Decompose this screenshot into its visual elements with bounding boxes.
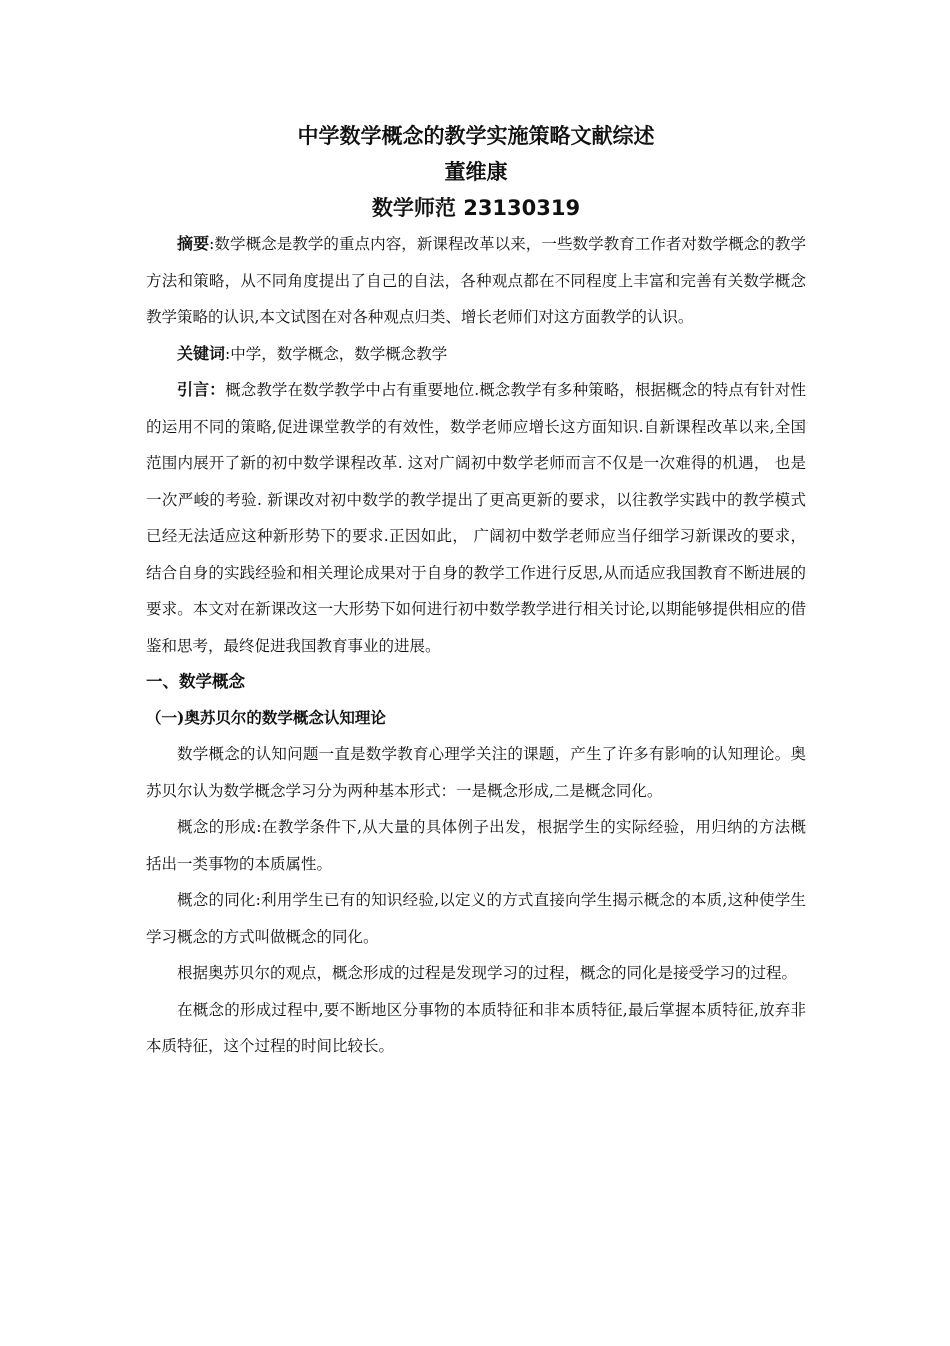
body-paragraph: 概念的同化:利用学生已有的知识经验,以定义的方式直接向学生揭示概念的本质,这种使学生学习概念的方式叫做概念的同化。 — [146, 891, 806, 946]
keywords-paragraph — [146, 336, 806, 373]
body-paragraph: 根据奥苏贝尔的观点，概念形成的过程是发现学习的过程，概念的同化是接受学习的过程。 — [177, 964, 798, 982]
author-affiliation: 数学师范 23130319 — [371, 196, 581, 220]
body-paragraph: 在概念的形成过程中,要不断地区分事物的本质特征和非本质特征,最后掌握本质特征,放弃非本质特征，这个过程的时间比较长。 — [146, 1000, 806, 1055]
keywords-text: :中学，数学概念，数学概念教学 — [225, 344, 448, 363]
abstract-label: 摘要 — [177, 234, 210, 253]
author-name: 董维康 — [444, 160, 508, 184]
intro-label: 引言： — [177, 380, 226, 399]
intro-text: 概念教学在数学教学中占有重要地位.概念教学有多种策略，根据概念的特点有针对性的运用不同的策略,促进课堂教学的有效性，数学老师应增长这方面知识.自新课程改革以来,全国范围内展开了新的初中数学课程改革. 这对广阔初中数学老师而言不仅是一次难得的机遇， 也是一次严峻的考验. 新课改对初中数学的教学提出了更高更新的要求，以往教学实践中的教学模式已经无法适应这种新形势下的要求.正因如此， 广阔初中数学老师应当仔细学习新课改的要求， 结合自身的实践经验和相关理论成果对于自身的教学工作进行反思,从而适应我国教育不断进展的要求。本文对在新课改这一大形势下如何进行初中数学教学进行相关讨论,以期能够提供相应的借鉴和思考，最终促进我国教育事业的进展。 — [146, 381, 806, 655]
abstract-text: :数学概念是教学的重点内容，新课程改革以来，一些数学教育工作者对数学概念的教学方法和策略，从不同角度提出了自己的自法，各种观点都在不同程度上丰富和完善有关数学概念教学策略的认识,本文试图在对各种观点归类、增长老师们对这方面教学的认识。 — [146, 235, 806, 326]
abstract-paragraph — [146, 226, 806, 336]
intro-paragraph — [146, 372, 806, 664]
keywords-label: 关键词 — [177, 343, 226, 363]
subsection-heading: （一)奥苏贝尔的数学概念认知理论 — [146, 708, 386, 727]
body-paragraph: 数学概念的认知问题一直是数学教育心理学关注的课题，产生了许多有影响的认知理论。奥苏贝尔认为数学概念学习分为两种基本形式：一是概念形成,二是概念同化。 — [146, 745, 806, 800]
section-heading: 一、数学概念 — [146, 672, 245, 691]
body-paragraph: 概念的形成:在教学条件下,从大量的具体例子出发，根据学生的实际经验，用归纳的方法概括出一类事物的本质属性。 — [146, 818, 806, 873]
document-page — [146, 118, 806, 1065]
document-title: 中学数学概念的教学实施策略文献综述 — [297, 124, 655, 148]
